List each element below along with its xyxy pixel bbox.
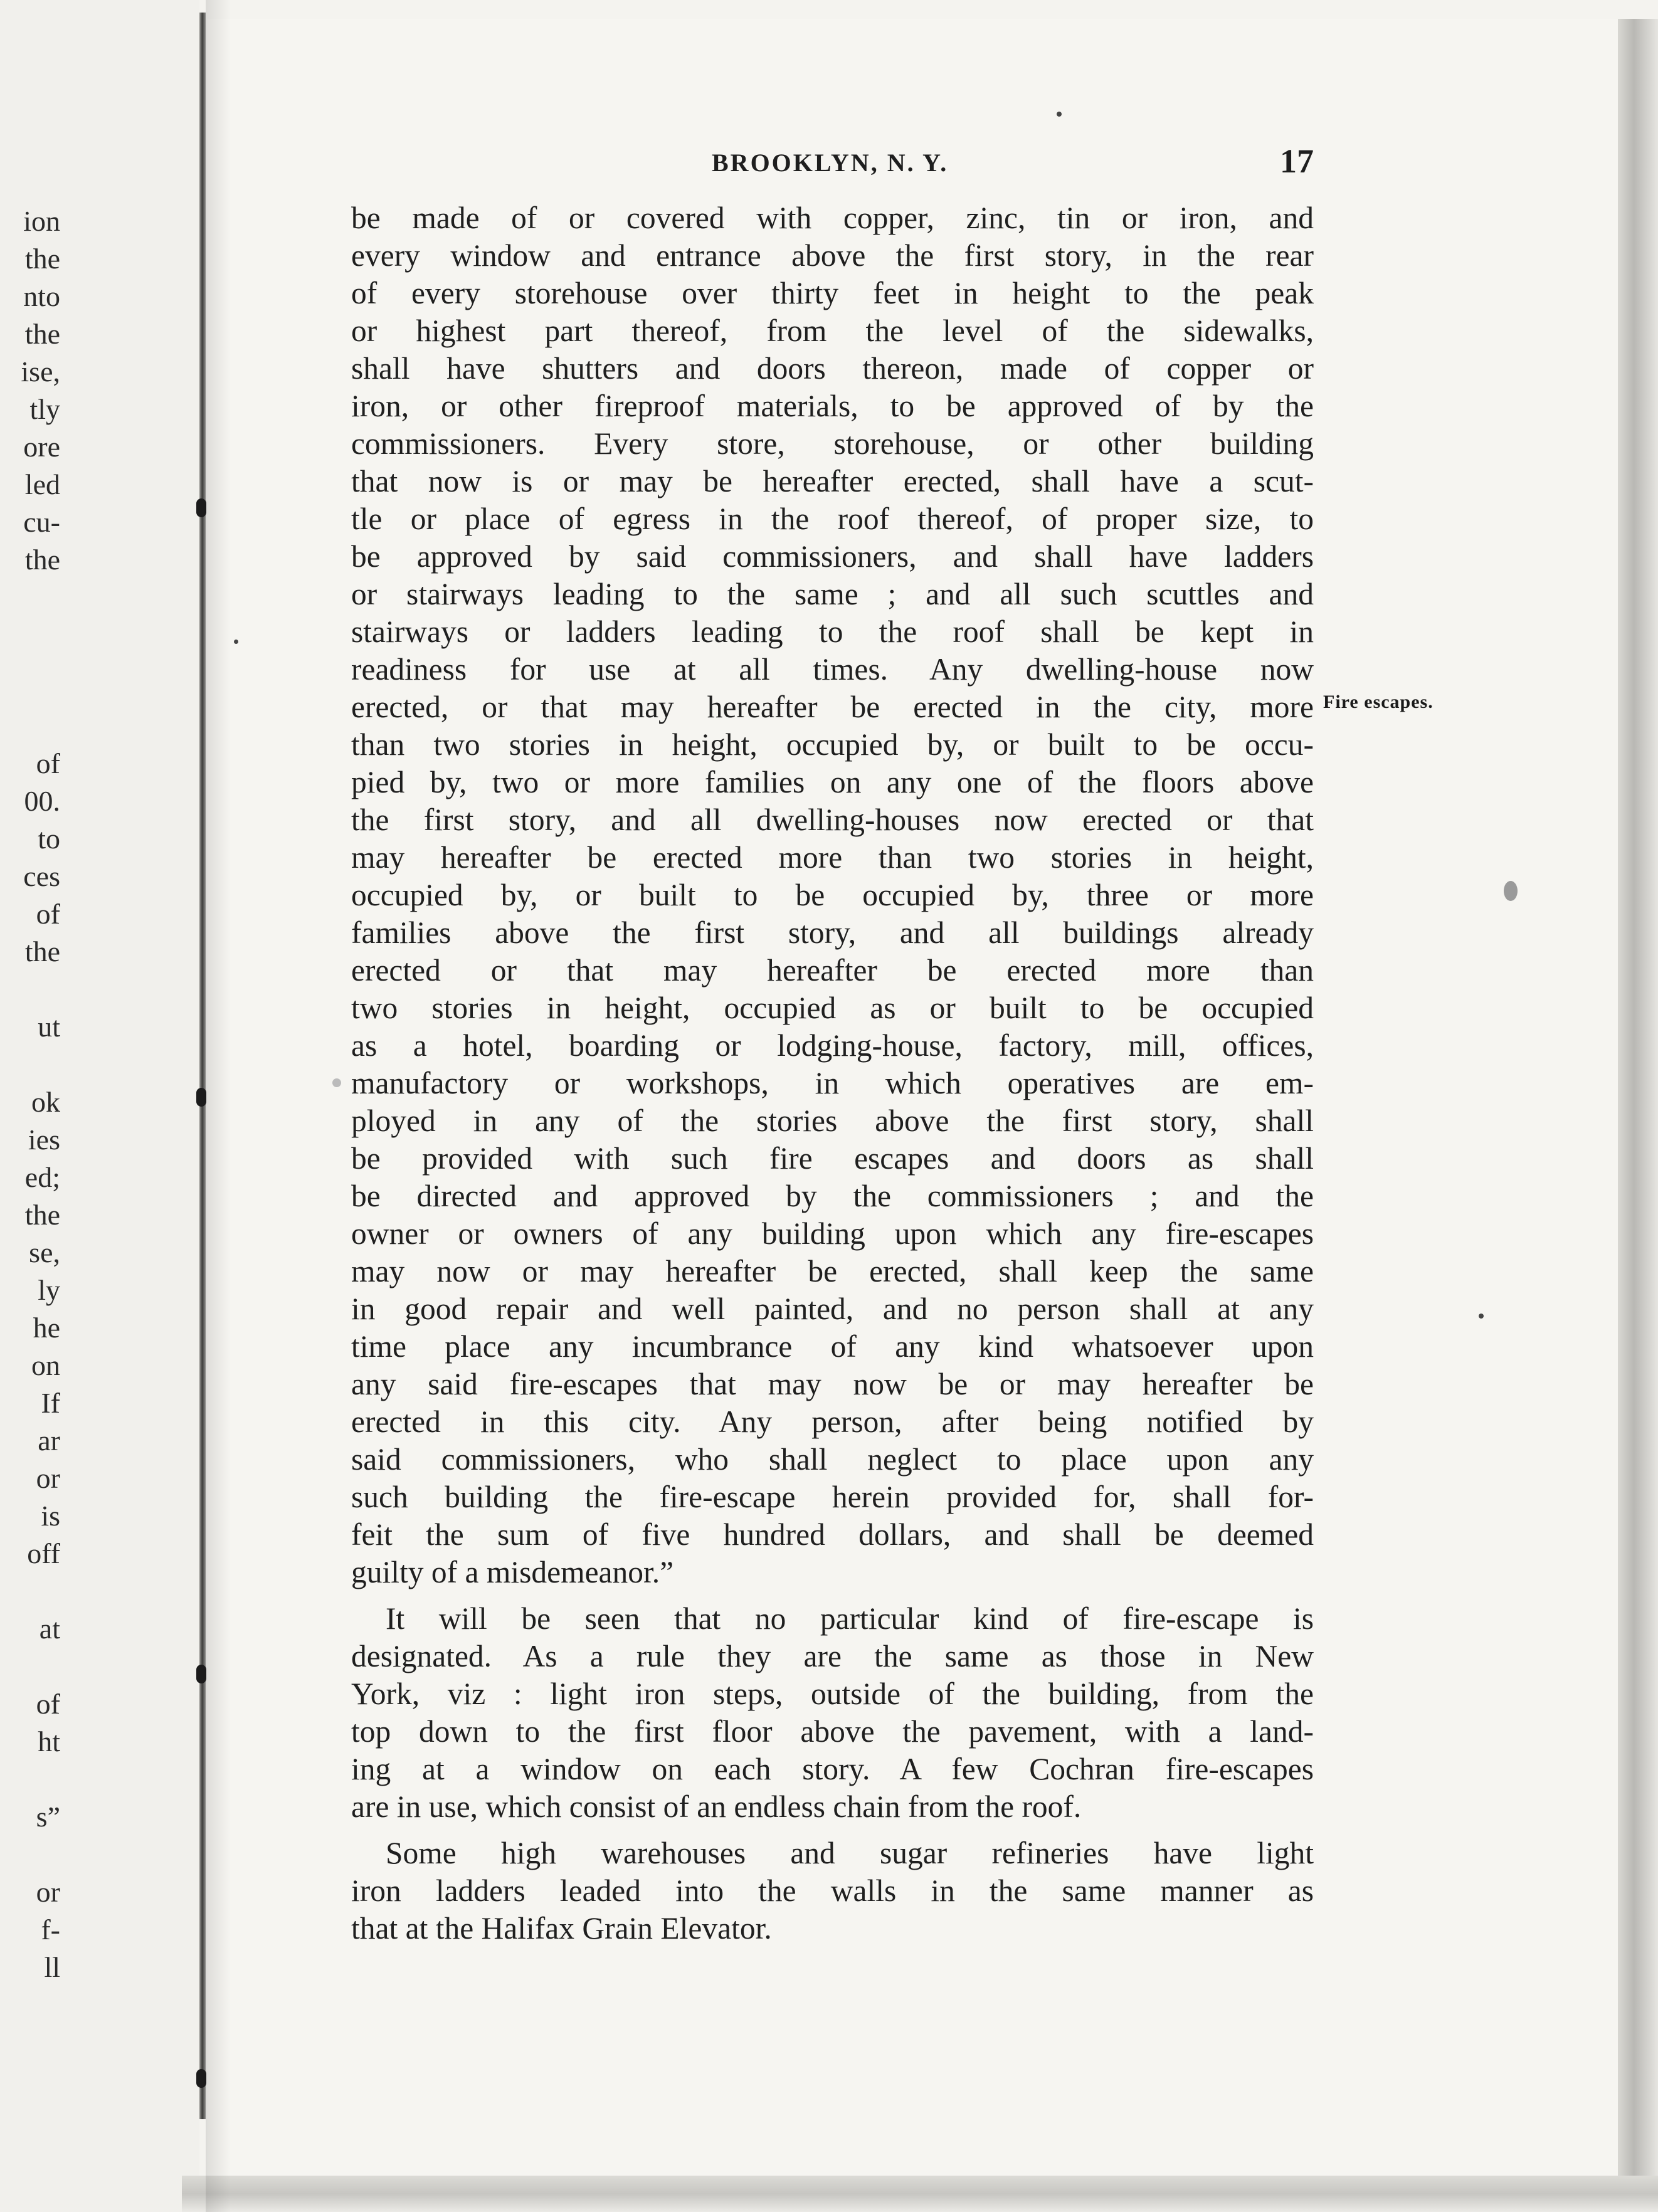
text-line: or stairways leading to the same ; and all such scuttles and xyxy=(351,577,1314,611)
scan-speck xyxy=(1504,881,1518,901)
text-line: any said fire-escapes that may now be or may hereafter be xyxy=(351,1367,1314,1401)
previous-page-fragment: ly xyxy=(38,1274,60,1306)
text-line: It will be seen that no particular kind of fire-escape is xyxy=(386,1601,1314,1636)
text-line: may hereafter be erected more than two stories in height, xyxy=(351,840,1314,875)
previous-page-fragment: the xyxy=(24,243,60,275)
text-line: York, viz : light iron steps, outside of the building, from the xyxy=(351,1677,1314,1711)
text-line: ployed in any of the stories above the first story, shall xyxy=(351,1103,1314,1138)
text-line: be provided with such fire escapes and doors as shall xyxy=(351,1141,1314,1176)
text-line: erected or that may hereafter be erected more than xyxy=(351,953,1314,988)
previous-page-fragment: he xyxy=(33,1312,60,1344)
previous-page-fragment: ore xyxy=(23,431,60,463)
text-line: iron, or other fireproof materials, to be approved of by the xyxy=(351,389,1314,423)
body-text xyxy=(351,199,1314,1947)
previous-page-fragment: at xyxy=(39,1613,60,1645)
previous-page-fragment: ht xyxy=(38,1725,60,1757)
previous-page-text-fragments xyxy=(0,0,188,2212)
text-line: families above the first story, and all buildings already xyxy=(351,915,1314,950)
previous-page-fragment: s” xyxy=(36,1801,60,1833)
paragraph-fire-escape-types xyxy=(351,1600,1314,1826)
previous-page-fragment: ar xyxy=(38,1425,60,1456)
text-line: occupied by, or built to be occupied by, three or more xyxy=(351,878,1314,912)
text-line: readiness for use at all times. Any dwelling-house now xyxy=(351,652,1314,687)
text-line: that now is or may be hereafter erected, shall have a scut- xyxy=(351,464,1314,498)
text-line: erected in this city. Any person, after being notified by xyxy=(351,1404,1314,1439)
running-head xyxy=(351,142,1314,186)
margin-note-fire-escapes: Fire escapes. xyxy=(1323,692,1434,712)
text-line: feit the sum of five hundred dollars, and shall be deemed xyxy=(351,1517,1314,1552)
previous-page-fragment: the xyxy=(24,544,60,576)
previous-page-fragment: the xyxy=(24,318,60,350)
previous-page-fragment: tly xyxy=(29,393,60,425)
text-line: iron ladders leaded into the walls in the same manner as xyxy=(351,1873,1314,1908)
text-line: tle or place of egress in the roof thereof, of proper size, to xyxy=(351,502,1314,536)
previous-page-fragment: ed; xyxy=(24,1161,60,1193)
text-line: pied by, two or more families on any one of the floors above xyxy=(351,765,1314,799)
previous-page-strip xyxy=(0,0,199,2212)
scan-speck xyxy=(234,640,238,644)
text-line: than two stories in height, occupied by, or built to be occu- xyxy=(351,727,1314,762)
previous-page-fragment: is xyxy=(41,1500,60,1532)
previous-page-fragment: ces xyxy=(23,860,60,892)
spine-shadow xyxy=(206,0,231,2212)
binding-stitch xyxy=(196,1665,206,1683)
previous-page-fragment: ies xyxy=(28,1124,60,1156)
text-line: stairways or ladders leading to the roof shall be kept in xyxy=(351,614,1314,649)
previous-page-fragment: on xyxy=(31,1349,60,1381)
paragraph-warehouse-ladders xyxy=(351,1835,1314,1947)
text-line: in good repair and well painted, and no person shall at any xyxy=(351,1292,1314,1326)
binding-stitch xyxy=(196,1088,206,1107)
page-number: 17 xyxy=(1280,142,1314,180)
previous-page-fragment: cu- xyxy=(23,506,60,538)
text-line: be approved by said commissioners, and shall have ladders xyxy=(351,539,1314,574)
text-line: shall have shutters and doors thereon, made of copper or xyxy=(351,351,1314,386)
text-line: be made of or covered with copper, zinc, tin or iron, and xyxy=(351,201,1314,235)
text-line: owner or owners of any building upon which any fire-escapes xyxy=(351,1216,1314,1251)
binding-stitch xyxy=(196,2069,206,2088)
text-line: manufactory or workshops, in which operatives are em- xyxy=(351,1066,1314,1100)
previous-page-fragment: of xyxy=(36,1688,60,1720)
text-line: said commissioners, who shall neglect to place upon any xyxy=(351,1442,1314,1477)
text-line: top down to the first floor above the pavement, with a land- xyxy=(351,1714,1314,1749)
previous-page-fragment: ok xyxy=(31,1086,60,1118)
scan-speck xyxy=(1057,112,1062,117)
text-line: may now or may hereafter be erected, shall keep the same xyxy=(351,1254,1314,1288)
previous-page-fragment: f- xyxy=(41,1914,60,1946)
previous-page-fragment: 00. xyxy=(24,785,60,817)
text-line: every window and entrance above the first story, in the rear xyxy=(351,238,1314,273)
text-line: commissioners. Every store, storehouse, or other building xyxy=(351,426,1314,461)
previous-page-fragment: ut xyxy=(38,1011,60,1043)
scan-speck xyxy=(332,1078,341,1087)
text-line: that at the Halifax Grain Elevator. xyxy=(351,1911,772,1946)
previous-page-fragment: the xyxy=(24,935,60,967)
previous-page-fragment: of xyxy=(36,747,60,779)
text-line: Some high warehouses and sugar refineries have light xyxy=(386,1836,1314,1870)
text-line: two stories in height, occupied as or built to be occupied xyxy=(351,991,1314,1025)
previous-page-fragment: led xyxy=(24,468,60,500)
text-line: such building the fire-escape herein provided for, shall for- xyxy=(351,1480,1314,1514)
text-line: erected, or that may hereafter be erected in the city, more xyxy=(351,690,1314,724)
previous-page-fragment: or xyxy=(36,1876,60,1908)
binding-stitch xyxy=(196,498,206,517)
previous-page-fragment: off xyxy=(27,1537,60,1569)
scan-speck xyxy=(1479,1314,1484,1319)
text-line: guilty of a misdemeanor.” xyxy=(351,1555,674,1589)
page-edge-bottom xyxy=(182,2176,1658,2212)
text-line: or highest part thereof, from the level of the sidewalks, xyxy=(351,313,1314,348)
running-head-title: BROOKLYN, N. Y. xyxy=(712,149,949,177)
previous-page-fragment: the xyxy=(24,1199,60,1231)
text-line: ing at a window on each story. A few Cochran fire-escapes xyxy=(351,1752,1314,1786)
text-line: time place any incumbrance of any kind whatsoever upon xyxy=(351,1329,1314,1364)
previous-page-fragment: se, xyxy=(29,1236,60,1268)
text-line: as a hotel, boarding or lodging-house, factory, mill, offices, xyxy=(351,1028,1314,1063)
previous-page-fragment: ise, xyxy=(21,356,60,387)
previous-page-fragment: nto xyxy=(23,280,60,312)
previous-page-fragment: or xyxy=(36,1462,60,1494)
book-spine xyxy=(199,13,206,2119)
text-line: of every storehouse over thirty feet in height to the peak xyxy=(351,276,1314,310)
previous-page-fragment: to xyxy=(38,823,60,855)
previous-page-fragment: ll xyxy=(44,1951,60,1983)
previous-page-fragment: If xyxy=(41,1387,60,1419)
previous-page-fragment: of xyxy=(36,898,60,930)
text-line: designated. As a rule they are the same as those in New xyxy=(351,1639,1314,1673)
paragraph-quoted-ordinance xyxy=(351,199,1314,1591)
text-line: the first story, and all dwelling-houses now erected or that xyxy=(351,803,1314,837)
previous-page-fragment: ion xyxy=(23,205,60,237)
page-edge-right xyxy=(1618,19,1658,2212)
text-line: be directed and approved by the commissioners ; and the xyxy=(351,1179,1314,1213)
text-line: are in use, which consist of an endless chain from the roof. xyxy=(351,1789,1082,1824)
